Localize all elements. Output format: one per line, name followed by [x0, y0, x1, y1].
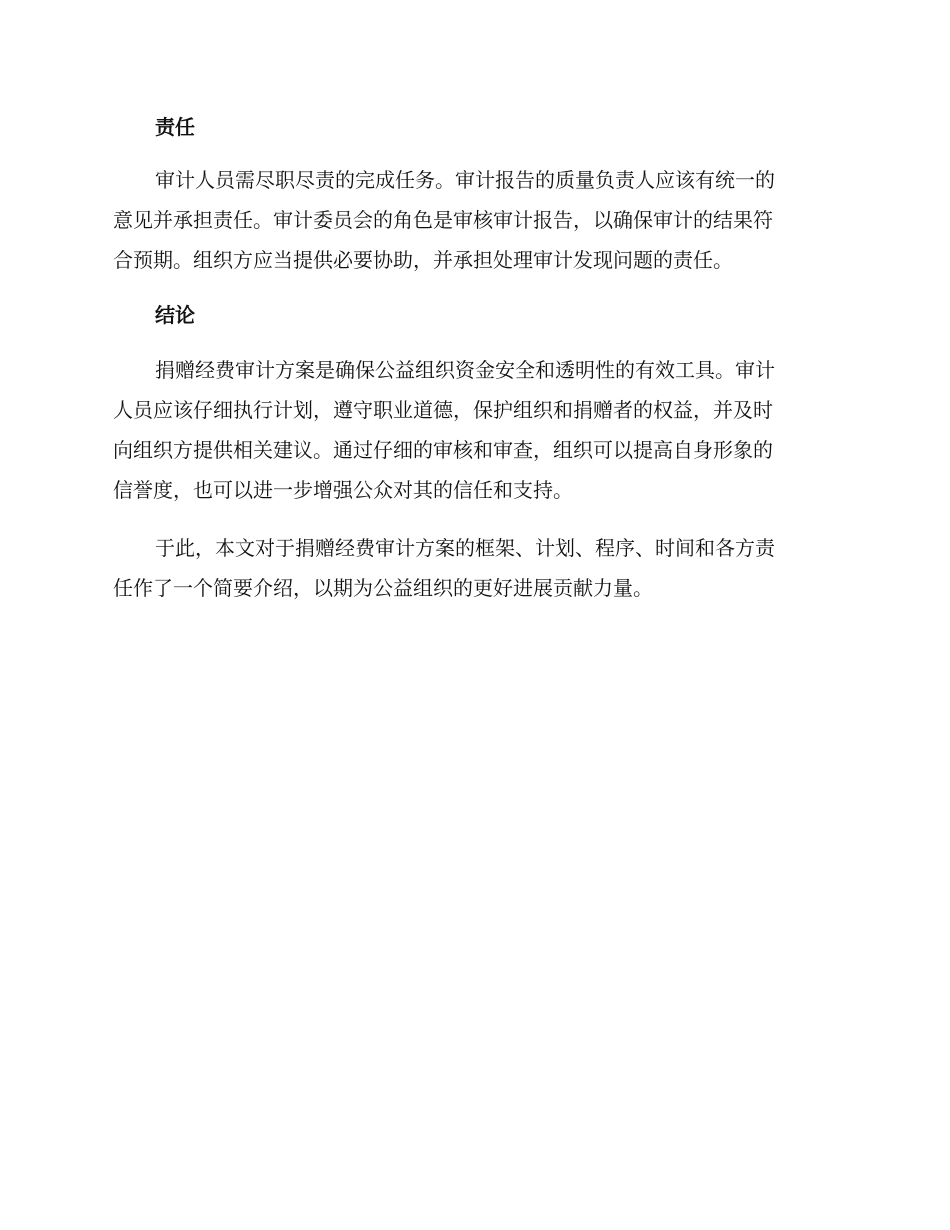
paragraph-conclusion [113, 350, 837, 510]
paragraph-line: 信誉度，也可以进一步增强公众对其的信任和支持。 [113, 478, 573, 502]
paragraph-line: 任作了一个简要介绍，以期为公益组织的更好进展贡献力量。 [113, 576, 653, 600]
paragraph-responsibility [113, 160, 837, 280]
paragraph-line: 向组织方提供相关建议。通过仔细的审核和审查，组织可以提高自身形象的 [113, 438, 773, 462]
paragraph-line: 合预期。组织方应当提供必要协助，并承担处理审计发现问题的责任。 [113, 248, 733, 272]
paragraph-summary [113, 528, 837, 608]
paragraph-line: 意见并承担责任。审计委员会的角色是审核审计报告，以确保审计的结果符 [113, 208, 773, 232]
paragraph-line: 捐赠经费审计方案是确保公益组织资金安全和透明性的有效工具。审计 [155, 358, 775, 382]
section-heading-responsibility: 责任 [155, 115, 195, 139]
paragraph-line: 人员应该仔细执行计划，遵守职业道德，保护组织和捐赠者的权益，并及时 [113, 398, 773, 422]
document-body [113, 110, 837, 608]
paragraph-line: 审计人员需尽职尽责的完成任务。审计报告的质量负责人应该有统一的 [155, 168, 775, 192]
section-heading-conclusion: 结论 [155, 303, 195, 327]
paragraph-line: 于此，本文对于捐赠经费审计方案的框架、计划、程序、时间和各方责 [155, 536, 775, 560]
